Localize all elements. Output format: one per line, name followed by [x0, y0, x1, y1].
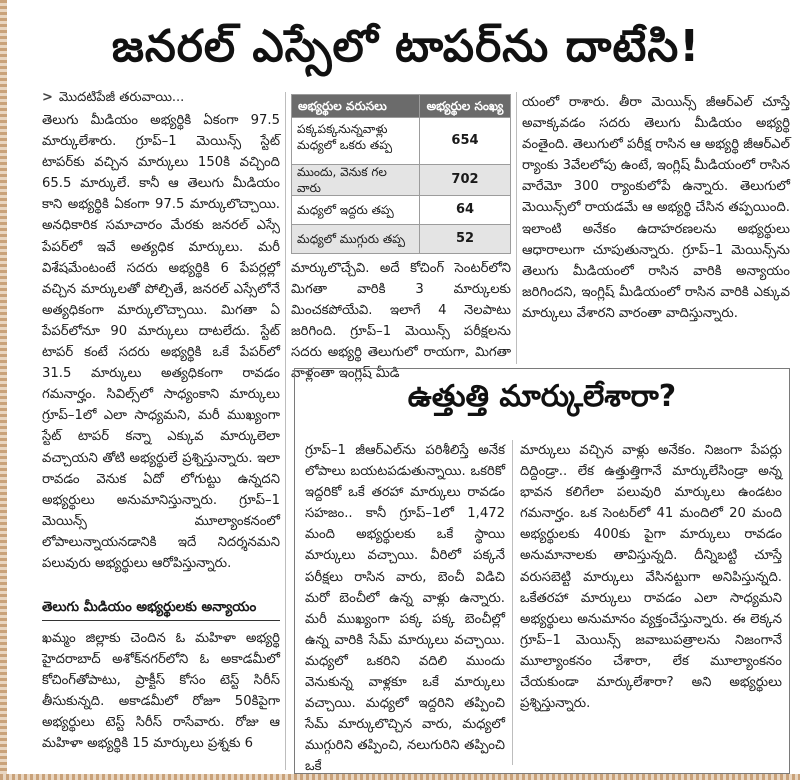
- column-1-paragraph-2: ఖమ్మం జిల్లాకు చెందిన ఓ మహిళా అభ్యర్థి హైదరాబాద్ అశోక్‌నగర్‌లోని ఓ అకాడమీలో కోచింగ్‌తోపాటు, ప్రాక్టీస్ కోసం టెస్ట్ సిరీస్ తీసుకున్నది. అకాడమీలో రోజూ 50కిపైగా అభ్యర్థులు టెస్ట్ సిరీస్ రాసేవారు. రోజు ఆ మహిళా అభ్యర్థికి 15 మార్కులు ప్రశ్నకు 6: [42, 631, 280, 752]
- table-row: [292, 164, 510, 195]
- table-row: [292, 117, 510, 164]
- table-header-cell: అభ్యర్థుల వరుసలు: [292, 95, 420, 117]
- column-divider-2: [516, 92, 517, 364]
- boxed-left-paragraph: గ్రూప్–1 జీఆర్ఎల్‌ను పరిశీలిస్తే అనేక లోపాలు బయటపడుతున్నాయి. ఒకరికో ఇద్దరికో ఒకే తరహా మార్కులు రావడం సహజం.. కానీ గ్రూప్–1లో 1,472 మంది అభ్యర్థులకు ఒకే స్థాయి మార్కులు వచ్చాయి. వీరిలో పక్కనే పరీక్షలు రాసిన వారు, బెంచీ విడిచి మరో బెంచీలో ఉన్న వాళ్లు ఉన్నారు. మరీ ముఖ్యంగా పక్క పక్క బెంచీల్లో ఉన్న వారికి సేమ్ మార్కులు వచ్చాయి. మధ్యలో ఒకరిని వదిలి ముందు వెనుకున్న వాళ్లకూ ఒకే మార్కులు వచ్చాయి. మధ్యలో ఇద్దరిని తప్పించి సేమ్ మార్కులొచ్చిన వారు, మధ్యలో ముగ్గురిని తప్పించి, నలుగురిని తప్పించి ఒకే: [305, 443, 505, 775]
- table-cell-value: 52: [455, 231, 475, 246]
- table-row: [292, 195, 510, 224]
- kicker-label: మొదటిపేజీ తరువాయి...: [58, 90, 185, 105]
- boxed-left-body: [305, 440, 505, 775]
- boxed-right-paragraph: మార్కులు వచ్చిన వాళ్లు అనేకం. నిజంగా పేపర్లు దిద్దిండ్రా.. లేక ఉత్తుత్తిగానే మార్కులేసిండ్రా అన్న భావన కలిగేలా పలువురి మార్కులు ఉండటం గమనార్హం. ఒక సెంటర్‌లో 41 మందిలో 20 మంది అభ్యర్థులకు 400కు పైగా మార్కులు రావడం అనుమానాలకు తావిస్తున్నది. దీన్నిబట్టి చూస్తే వరుసబెట్టి మార్కులు వేసినట్టుగా అనిపిస్తున్నది. ఒకేతరహా మార్కులు రావడం ఎలా సాధ్యమని అభ్యర్థులు అనుమానం వ్యక్తంచేస్తున్నారు. ఈ లెక్కన గ్రూప్–1 మెయిన్స్ జవాబుపత్రాలను నిజంగానే మూల్యాంకనం చేశారా, లేక మూల్యాంకనం చేయకుండా మార్కులేశారా? అని అభ్యర్థులు ప్రశ్నిస్తున్నారు.: [520, 443, 782, 712]
- table-cell-label: ముందు, వెనుక గల వారు: [292, 165, 420, 195]
- subheading-rule: [42, 620, 280, 621]
- chevron-right-icon: >: [42, 90, 53, 105]
- table-header: [292, 95, 510, 117]
- table-cell-label: పక్కపక్కనున్నవాళ్లు మధ్యలో ఒకరు తప్ప: [292, 118, 420, 164]
- column-1-body-2: [42, 628, 280, 774]
- kicker: [42, 89, 184, 107]
- section-subheading: తెలుగు మీడియం అభ్యర్థులకు అన్యాయం: [42, 600, 257, 615]
- column-1-body: [42, 110, 280, 596]
- column-1-paragraph: తెలుగు మీడియం అభ్యర్థికి ఏకంగా 97.5 మార్కులేశారు. గ్రూప్–1 మెయిన్స్ స్టేట్ టాపర్‌కు వచ్చిన మార్కులు 150కి వచ్చింది 65.5 మార్కులే. కానీ ఆ తెలుగు మీడియం కాని అభ్యర్థికి ఏకంగా 97.5 మార్కులొచ్చాయి. అనధికారిక సమాచారం మేరకు జనరల్ ఎస్సే పేపర్‌లో ఇవే అత్యధిక మార్కులు. మరీ విశేషమేంటంటే సదరు అభ్యర్థికి 6 పేపర్లల్లో వచ్చిన మార్కులతో పోల్చితే, జనరల్ ఎస్సేలోనే అత్యధికంగా మార్కులొచ్చాయి. మిగతా ఏ పేపర్‌లోనూ 90 మార్కులు దాటలేదు. స్టేట్ టాపర్ కంటే సదరు అభ్యర్థికి ఒకే పేపర్‌లో 31.5 మార్కులు అత్యధికంగా రావడం గమనార్హం. సివిల్స్‌లో సాధ్యంకాని మార్కులు గ్రూప్–1లో ఎలా సాధ్యమని, మరీ ముఖ్యంగా స్టేట్ టాపర్ కన్నా ఎక్కువ మార్కులెలా వచ్చాయని తోటి అభ్యర్థులే ప్రశ్నిస్తున్నారు. ఇలా రావడం వెనుక ఏదో లోగుట్టు ఉన్నదని అభ్యర్థులు అనుమానిస్తున్నారు. గ్రూప్–1 మెయిన్స్ మూల్యాంకనంలో లోపాలున్నాయనడానికి ఇదే నిదర్శనమని పలువురు అభ్యర్థులు ఆరోపిస్తున్నారు.: [42, 113, 280, 571]
- headline: జనరల్ ఎస్సేలో టాపర్‌ను దాటేసి!: [111, 21, 701, 72]
- boxed-column-divider: [512, 440, 513, 765]
- table-cell-label: మధ్యలో ముగ్గురు తప్ప: [292, 225, 420, 253]
- table-cell-value: 654: [451, 133, 479, 148]
- table-header-cell: అభ్యర్థుల సంఖ్య: [426, 99, 504, 113]
- column-divider-1: [285, 92, 286, 770]
- page-edge-left: [0, 0, 7, 780]
- boxed-right-body: [520, 440, 782, 766]
- column-3-body: [522, 92, 790, 364]
- table-cell-value: 702: [451, 172, 479, 187]
- table-cell-label: మధ్యలో ఇద్దరు తప్ప: [292, 196, 420, 224]
- table-row: [292, 224, 510, 253]
- candidates-table: [291, 94, 511, 254]
- column-3-paragraph: యంలో రాశారు. తీరా మెయిన్స్ జీఆర్ఎల్ చూస్తే అవాక్కవడం సదరు తెలుగు మీడియం అభ్యర్థి వంతైంది. తెలుగులో పరీక్ష రాసిన ఆ అభ్యర్థి జీఆర్ఎల్ ర్యాంకు 3వేలలోపు ఉంటే, ఇంగ్లిష్ మీడియంలో రాసిన వారేమో 300 ర్యాంకులోపే ఉన్నారు. తెలుగులో మెయిన్స్‌లో రాయడమే ఆ అభ్యర్థి చేసిన తప్పయింది. ఇలాంటి అనేకం ఉదాహరణలను అభ్యర్థులు ఆధారాలుగా చూపుతున్నారు. గ్రూప్–1 మెయిన్స్‌ను తెలుగు మీడియంలో రాసిన వారికి అన్యాయం జరిగిందని, ఇంగ్లిష్ మీడియంలో రాసిన వారికి ఎక్కువ మార్కులు వేశారని వారంతా వాదిస్తున్నారు.: [522, 95, 790, 321]
- column-2-body: [291, 258, 511, 382]
- table-cell-value: 64: [455, 202, 475, 217]
- boxed-section-title: ఉత్తుత్తి మార్కులేశారా?: [407, 379, 677, 414]
- column-2-paragraph: మార్కులొచ్చేవి. అదే కోచింగ్ సెంటర్‌లోని మిగతా వారికి 3 మార్కులకు మించకపోయేవి. ఇలాగే 4 నెలపాటు జరిగింది. గ్రూప్–1 మెయిన్స్ పరీక్షలను సదరు అభ్యర్థి తెలుగులో రాయగా, మిగతా వాళ్లంతా ఇంగ్లిష్ మీడి: [291, 261, 511, 382]
